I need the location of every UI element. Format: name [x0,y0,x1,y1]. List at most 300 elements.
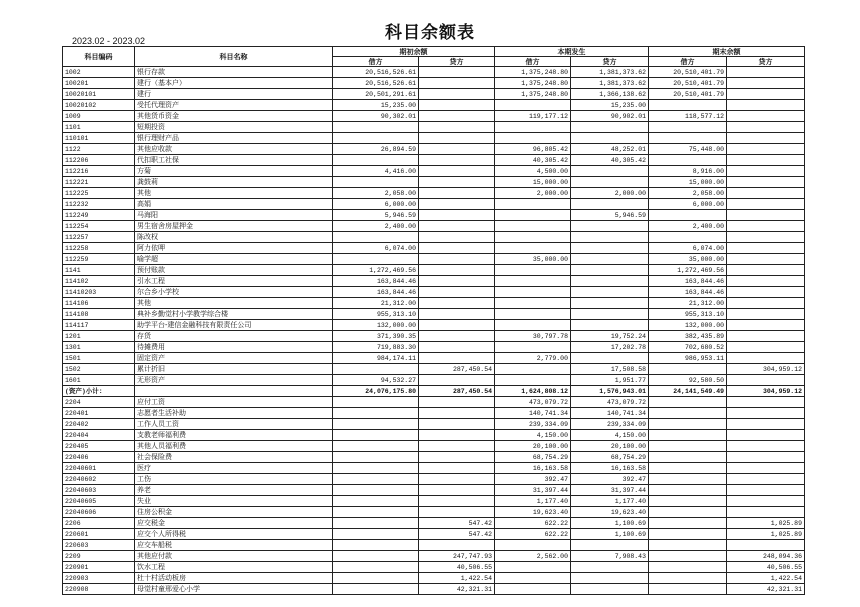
account-code: 2209 [63,551,135,562]
account-name: 无形资产 [135,375,333,386]
table-row [63,408,805,419]
closing-credit-cell [727,111,805,122]
opening-credit-cell [419,210,495,221]
table-row [63,551,805,562]
table-row [63,221,805,232]
current-credit-cell: 1,576,943.01 [571,386,649,397]
opening-debit-cell: 955,313.10 [333,309,419,320]
account-code: 1002 [63,67,135,78]
closing-debit-cell: 2,058.00 [649,188,727,199]
opening-credit-cell [419,133,495,144]
account-code: 220903 [63,573,135,584]
account-name: 助学平台-建信金融科技有限责任公司 [135,320,333,331]
current-debit-cell: 2,562.00 [495,551,571,562]
account-name: 方菊 [135,166,333,177]
current-credit-cell [571,199,649,210]
subtotal-row [63,386,805,397]
opening-debit-cell [333,155,419,166]
opening-debit-cell [333,529,419,540]
opening-credit-cell [419,441,495,452]
current-credit-cell: 1,366,138.62 [571,89,649,100]
closing-debit-cell [649,100,727,111]
closing-credit-cell [727,166,805,177]
opening-debit-cell [333,474,419,485]
account-code: 114106 [63,298,135,309]
closing-credit-cell [727,276,805,287]
opening-debit-cell: 20,501,291.61 [333,89,419,100]
table-row [63,254,805,265]
account-name: 预付账款 [135,265,333,276]
account-name: 工伤 [135,474,333,485]
current-credit-cell: 17,508.58 [571,364,649,375]
current-debit-cell: 622.22 [495,518,571,529]
opening-credit-cell [419,155,495,166]
account-name: 男生宿舍房屋押金 [135,221,333,232]
current-credit-cell [571,540,649,551]
opening-credit-cell [419,298,495,309]
opening-credit-cell [419,474,495,485]
closing-credit-cell [727,419,805,430]
table-row [63,78,805,89]
current-credit-cell: 40,305.42 [571,155,649,166]
current-credit-cell [571,320,649,331]
opening-debit-cell [333,573,419,584]
account-code: 1101 [63,122,135,133]
closing-credit-cell [727,408,805,419]
table-row [63,452,805,463]
account-name: 杜十村活动板房 [135,573,333,584]
account-name: 尔合乡小学校 [135,287,333,298]
opening-credit-cell [419,111,495,122]
opening-credit-cell [419,287,495,298]
table-row [63,111,805,122]
closing-credit-cell: 248,094.36 [727,551,805,562]
account-code: 1502 [63,364,135,375]
table-row [63,320,805,331]
current-credit-cell [571,122,649,133]
current-credit-cell: 1,381,373.62 [571,78,649,89]
current-credit-cell [571,254,649,265]
opening-debit-cell [333,430,419,441]
opening-credit-cell: 287,450.54 [419,364,495,375]
closing-debit-cell [649,562,727,573]
table-row [63,342,805,353]
account-name: 应交个人所得税 [135,529,333,540]
current-credit-cell: 392.47 [571,474,649,485]
current-debit-cell: 2,000.00 [495,188,571,199]
current-credit-cell: 140,741.34 [571,408,649,419]
header-current: 本期发生 [495,47,649,57]
opening-debit-cell [333,540,419,551]
opening-credit-cell [419,463,495,474]
opening-debit-cell: 15,235.00 [333,100,419,111]
opening-credit-cell: 1,422.54 [419,573,495,584]
opening-debit-cell: 21,312.00 [333,298,419,309]
closing-debit-cell [649,155,727,166]
current-credit-cell [571,353,649,364]
current-debit-cell [495,364,571,375]
closing-debit-cell: 20,510,401.79 [649,67,727,78]
table-row [63,199,805,210]
account-code: 220406 [63,452,135,463]
current-credit-cell [571,573,649,584]
opening-debit-cell: 163,844.46 [333,287,419,298]
current-debit-cell: 473,079.72 [495,397,571,408]
opening-credit-cell: 547.42 [419,518,495,529]
closing-credit-cell: 42,321.31 [727,584,805,595]
closing-debit-cell: 6,074.00 [649,243,727,254]
closing-credit-cell: 304,959.12 [727,386,805,397]
table-row [63,397,805,408]
current-debit-cell: 1,177.40 [495,496,571,507]
opening-debit-cell: 371,390.35 [333,331,419,342]
current-credit-cell [571,584,649,595]
current-debit-cell: 1,624,808.12 [495,386,571,397]
table-row [63,419,805,430]
closing-debit-cell: 8,916.00 [649,166,727,177]
table-row [63,485,805,496]
closing-credit-cell [727,188,805,199]
account-code: 220401 [63,408,135,419]
current-credit-cell: 19,623.40 [571,507,649,518]
opening-debit-cell [333,122,419,133]
opening-credit-cell [419,540,495,551]
account-name: 待摊费用 [135,342,333,353]
current-credit-cell [571,298,649,309]
closing-credit-cell [727,232,805,243]
current-credit-cell: 2,000.00 [571,188,649,199]
opening-credit-cell [419,265,495,276]
account-name: 其他人员福利费 [135,441,333,452]
account-code: 1122 [63,144,135,155]
account-code: 22040602 [63,474,135,485]
closing-debit-cell [649,518,727,529]
closing-debit-cell [649,452,727,463]
closing-debit-cell: 75,448.00 [649,144,727,155]
current-debit-cell: 20,100.00 [495,441,571,452]
account-code: 2204 [63,397,135,408]
opening-debit-cell [333,364,419,375]
current-debit-cell [495,320,571,331]
opening-credit-cell [419,221,495,232]
closing-credit-cell [727,199,805,210]
account-name: 累计折旧 [135,364,333,375]
closing-credit-cell [727,155,805,166]
current-credit-cell: 1,381,373.62 [571,67,649,78]
opening-credit-cell [419,232,495,243]
account-code: 110101 [63,133,135,144]
opening-credit-cell [419,419,495,430]
account-balance-table [62,46,805,595]
table-row [63,584,805,595]
table-row [63,309,805,320]
closing-credit-cell [727,320,805,331]
table-row [63,133,805,144]
current-debit-cell: 68,754.29 [495,452,571,463]
opening-debit-cell [333,419,419,430]
account-name: 社会保险费 [135,452,333,463]
table-row [63,89,805,100]
closing-debit-cell: 382,435.89 [649,331,727,342]
table-row [63,353,805,364]
table-row [63,122,805,133]
account-code: 100201 [63,78,135,89]
account-name: 受托代理资产 [135,100,333,111]
closing-credit-cell [727,221,805,232]
account-name: 典补乡勤觉村小学教学综合楼 [135,309,333,320]
opening-credit-cell [419,430,495,441]
table-row [63,144,805,155]
account-code: 114102 [63,276,135,287]
current-debit-cell: 30,797.78 [495,331,571,342]
account-code: 2206 [63,518,135,529]
opening-credit-cell [419,496,495,507]
current-credit-cell: 68,754.29 [571,452,649,463]
current-debit-cell [495,122,571,133]
account-name: 其他 [135,188,333,199]
current-debit-cell [495,243,571,254]
table-row [63,232,805,243]
closing-credit-cell [727,441,805,452]
account-name: 建行（基本户） [135,78,333,89]
opening-credit-cell [419,254,495,265]
account-code: 112259 [63,254,135,265]
current-credit-cell: 239,334.09 [571,419,649,430]
opening-debit-cell [333,232,419,243]
header-closing-credit: 贷方 [727,57,805,67]
account-name: 饮水工程 [135,562,333,573]
opening-debit-cell [333,584,419,595]
account-code: 22040601 [63,463,135,474]
current-debit-cell [495,309,571,320]
opening-credit-cell: 42,321.31 [419,584,495,595]
opening-debit-cell: 163,844.46 [333,276,419,287]
current-credit-cell: 7,908.43 [571,551,649,562]
account-code: 22040605 [63,496,135,507]
opening-debit-cell [333,551,419,562]
opening-credit-cell [419,67,495,78]
account-name: 其他应付款 [135,551,333,562]
opening-credit-cell [419,199,495,210]
closing-debit-cell: 15,000.00 [649,177,727,188]
table-header [63,47,805,67]
closing-credit-cell [727,287,805,298]
opening-credit-cell [419,309,495,320]
closing-debit-cell: 955,313.10 [649,309,727,320]
table-row [63,463,805,474]
closing-credit-cell [727,133,805,144]
current-debit-cell [495,584,571,595]
opening-debit-cell [333,408,419,419]
opening-credit-cell [419,122,495,133]
current-debit-cell [495,232,571,243]
closing-debit-cell: 24,141,549.49 [649,386,727,397]
account-name: 银行存款 [135,67,333,78]
closing-credit-cell [727,540,805,551]
closing-credit-cell [727,100,805,111]
current-debit-cell: 140,741.34 [495,408,571,419]
account-code: 220901 [63,562,135,573]
account-name: 龚鼓莉 [135,177,333,188]
opening-debit-cell [333,507,419,518]
opening-debit-cell: 20,516,526.61 [333,67,419,78]
closing-debit-cell: 20,510,401.79 [649,89,727,100]
account-name: 阿力依呷 [135,243,333,254]
closing-credit-cell [727,177,805,188]
account-name: 工作人员工资 [135,419,333,430]
table-row [63,210,805,221]
current-debit-cell [495,199,571,210]
page-cut-edge [62,602,804,607]
opening-debit-cell [333,463,419,474]
closing-debit-cell [649,496,727,507]
current-debit-cell [495,562,571,573]
closing-credit-cell [727,243,805,254]
account-code: 1009 [63,111,135,122]
account-name: 失业 [135,496,333,507]
opening-credit-cell [419,144,495,155]
current-debit-cell [495,342,571,353]
closing-credit-cell [727,485,805,496]
account-code: 112216 [63,166,135,177]
closing-debit-cell: 6,000.00 [649,199,727,210]
account-name: 银行理财产品 [135,133,333,144]
opening-debit-cell [333,452,419,463]
current-debit-cell: 16,163.58 [495,463,571,474]
closing-credit-cell: 1,025.89 [727,529,805,540]
header-opening: 期初余额 [333,47,495,57]
current-debit-cell: 31,397.44 [495,485,571,496]
table-row [63,375,805,386]
current-credit-cell: 1,177.40 [571,496,649,507]
account-code: 220603 [63,540,135,551]
account-code: 112232 [63,199,135,210]
opening-debit-cell: 24,076,175.80 [333,386,419,397]
opening-credit-cell [419,320,495,331]
account-name: 高娟 [135,199,333,210]
table-row [63,166,805,177]
account-name: 母觉村童邢爱心小学 [135,584,333,595]
closing-debit-cell: 163,844.46 [649,276,727,287]
current-credit-cell [571,309,649,320]
opening-credit-cell [419,89,495,100]
current-debit-cell: 1,375,248.80 [495,78,571,89]
closing-debit-cell: 35,000.00 [649,254,727,265]
account-code: 220404 [63,430,135,441]
opening-debit-cell: 6,000.00 [333,199,419,210]
current-debit-cell: 1,375,248.80 [495,89,571,100]
account-code: 112254 [63,221,135,232]
current-debit-cell [495,100,571,111]
opening-debit-cell [333,177,419,188]
current-credit-cell [571,166,649,177]
closing-credit-cell [727,210,805,221]
account-name: 住房公积金 [135,507,333,518]
current-credit-cell: 1,100.69 [571,529,649,540]
account-code: 22040606 [63,507,135,518]
account-code: 1201 [63,331,135,342]
account-name: 应付工资 [135,397,333,408]
closing-debit-cell: 20,510,401.79 [649,78,727,89]
closing-debit-cell [649,408,727,419]
account-name: 喻学超 [135,254,333,265]
opening-debit-cell [333,518,419,529]
current-credit-cell: 31,397.44 [571,485,649,496]
opening-credit-cell [419,276,495,287]
header-code: 科目编码 [63,47,135,67]
closing-debit-cell [649,540,727,551]
closing-credit-cell [727,298,805,309]
opening-debit-cell [333,133,419,144]
table-row [63,331,805,342]
closing-credit-cell [727,67,805,78]
current-credit-cell: 17,202.78 [571,342,649,353]
account-code: 112258 [63,243,135,254]
current-debit-cell: 96,805.42 [495,144,571,155]
opening-credit-cell [419,331,495,342]
current-credit-cell: 20,100.00 [571,441,649,452]
table-row [63,188,805,199]
account-name: 应交车船税 [135,540,333,551]
closing-debit-cell: 118,577.12 [649,111,727,122]
opening-debit-cell: 6,074.00 [333,243,419,254]
current-debit-cell [495,221,571,232]
account-code: 112257 [63,232,135,243]
account-code: 220405 [63,441,135,452]
current-credit-cell: 1,100.69 [571,518,649,529]
opening-debit-cell [333,441,419,452]
current-credit-cell: 1,951.77 [571,375,649,386]
current-credit-cell [571,265,649,276]
opening-debit-cell: 1,272,469.56 [333,265,419,276]
closing-credit-cell [727,265,805,276]
closing-credit-cell [727,375,805,386]
closing-credit-cell [727,463,805,474]
closing-credit-cell [727,254,805,265]
closing-debit-cell [649,122,727,133]
account-name: 存货 [135,331,333,342]
opening-credit-cell [419,342,495,353]
closing-credit-cell [727,122,805,133]
opening-credit-cell: 40,506.55 [419,562,495,573]
account-name: 其他应收款 [135,144,333,155]
closing-debit-cell: 2,400.00 [649,221,727,232]
account-code: 10020102 [63,100,135,111]
account-name: 建行 [135,89,333,100]
opening-debit-cell: 4,416.00 [333,166,419,177]
account-name: 其他 [135,298,333,309]
account-name [135,386,333,397]
table-row [63,474,805,485]
current-credit-cell [571,287,649,298]
table-row [63,276,805,287]
account-name: 志愿者生活补助 [135,408,333,419]
account-code: 1601 [63,375,135,386]
account-code: 114117 [63,320,135,331]
current-credit-cell: 473,079.72 [571,397,649,408]
closing-debit-cell [649,364,727,375]
current-credit-cell: 4,150.00 [571,430,649,441]
table-row [63,287,805,298]
current-credit-cell [571,232,649,243]
current-debit-cell: 239,334.09 [495,419,571,430]
current-credit-cell [571,221,649,232]
closing-debit-cell: 132,000.00 [649,320,727,331]
opening-credit-cell [419,188,495,199]
account-name: 医疗 [135,463,333,474]
table-row [63,540,805,551]
opening-credit-cell [419,408,495,419]
